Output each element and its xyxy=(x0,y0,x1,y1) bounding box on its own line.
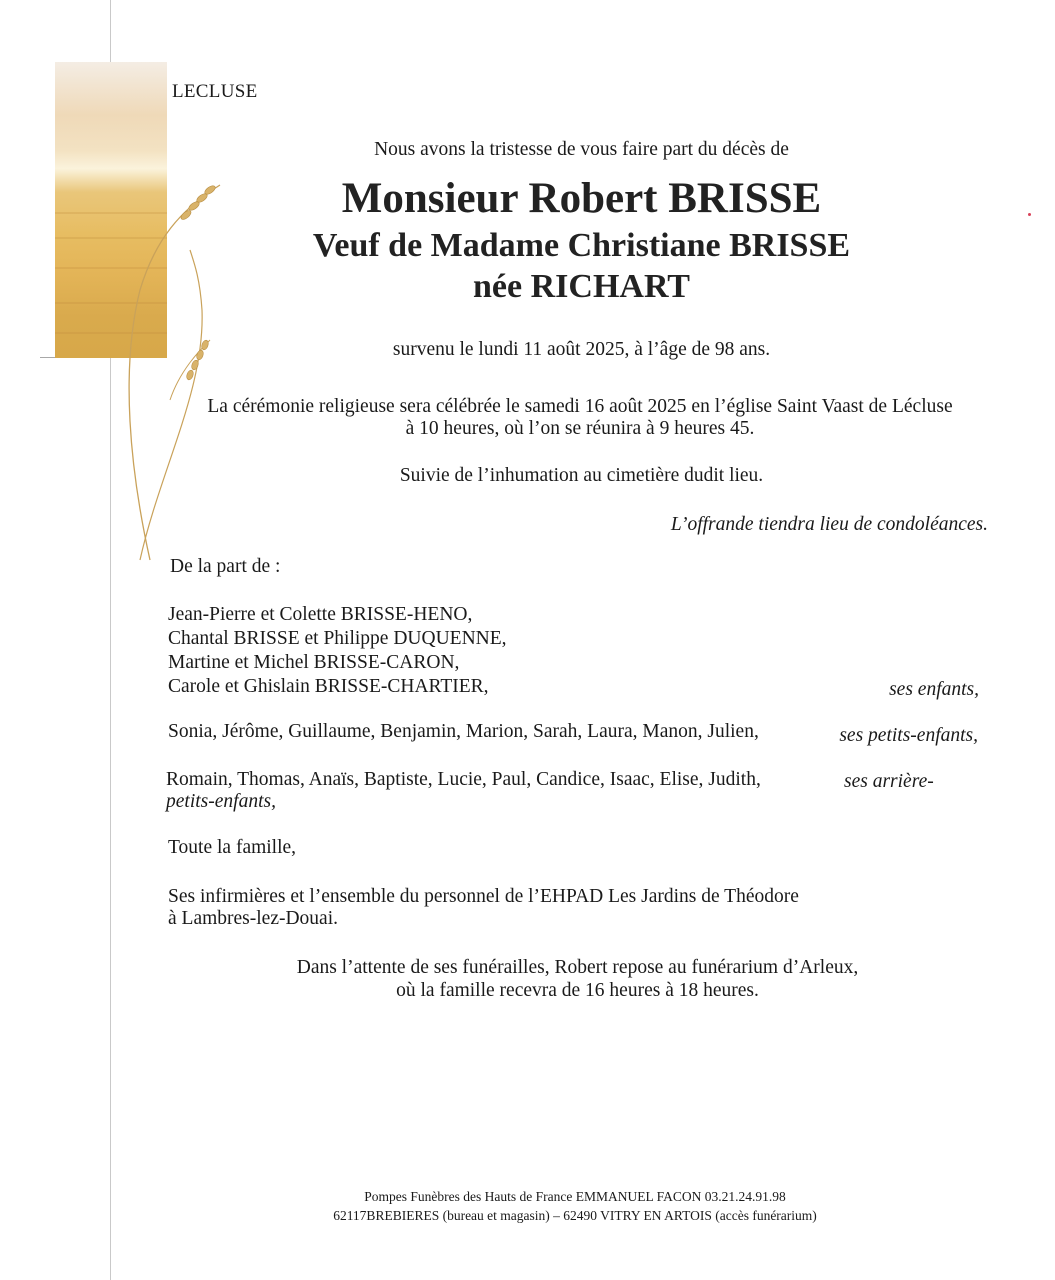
great-grandchildren-list: Romain, Thomas, Anaïs, Baptiste, Lucie, Paul, Candice, Isaac, Elise, Judith, xyxy=(166,769,761,790)
intro-text: Nous avons la tristesse de vous faire part du décès de xyxy=(374,139,789,160)
staff-line-1: Ses infirmières et l’ensemble du personnel de l’EHPAD Les Jardins de Théodore xyxy=(168,886,799,907)
deceased-name: Monsieur Robert BRISSE xyxy=(341,175,822,222)
grandchildren-relation: ses petits-enfants, xyxy=(839,725,978,746)
great-grandchildren-relation-1: ses arrière- xyxy=(844,771,934,792)
footer-line-2: 62117BREBIERES (bureau et magasin) – 62490 VITRY EN ARTOIS (accès funérarium) xyxy=(333,1208,817,1223)
death-date-text: survenu le lundi 11 août 2025, à l’âge de 98 ans. xyxy=(392,339,771,360)
children-relation: ses enfants, xyxy=(889,679,979,700)
rest-line-2: où la famille recevra de 16 heures à 18 heures. xyxy=(396,980,759,1001)
rest-line-1: Dans l’attente de ses funérailles, Robert repose au funérarium d’Arleux, xyxy=(296,957,859,978)
maiden-name-line: née RICHART xyxy=(473,268,690,305)
great-grandchildren-relation-2: petits-enfants, xyxy=(166,791,276,812)
list-item: Carole et Ghislain BRISSE-CHARTIER, xyxy=(168,676,489,697)
footer-line-1: Pompes Funèbres des Hauts de France EMMANUEL FACON 03.21.24.91.98 xyxy=(364,1189,786,1204)
grandchildren-list: Sonia, Jérôme, Guillaume, Benjamin, Marion, Sarah, Laura, Manon, Julien, xyxy=(168,721,759,742)
list-item: Jean-Pierre et Colette BRISSE-HENO, xyxy=(168,604,473,625)
offering-text: L’offrande tiendra lieu de condoléances. xyxy=(670,514,988,535)
children-list xyxy=(168,603,507,699)
widow-line: Veuf de Madame Christiane BRISSE xyxy=(312,227,851,264)
whole-family-text: Toute la famille, xyxy=(168,837,297,858)
list-item: Martine et Michel BRISSE-CARON, xyxy=(168,652,460,673)
burial-text: Suivie de l’inhumation au cimetière dudit lieu. xyxy=(399,465,764,486)
ceremony-line-2: à 10 heures, où l’on se réunira à 9 heures 45. xyxy=(405,418,755,439)
village-name: LECLUSE xyxy=(172,81,258,102)
ceremony-line-1: La cérémonie religieuse sera célébrée le samedi 16 août 2025 en l’église Saint Vaast de Lécluse xyxy=(207,396,953,417)
list-item: Chantal BRISSE et Philippe DUQUENNE, xyxy=(168,628,507,649)
staff-line-2: à Lambres-lez-Douai. xyxy=(168,908,338,929)
from-label: De la part de : xyxy=(170,556,281,577)
